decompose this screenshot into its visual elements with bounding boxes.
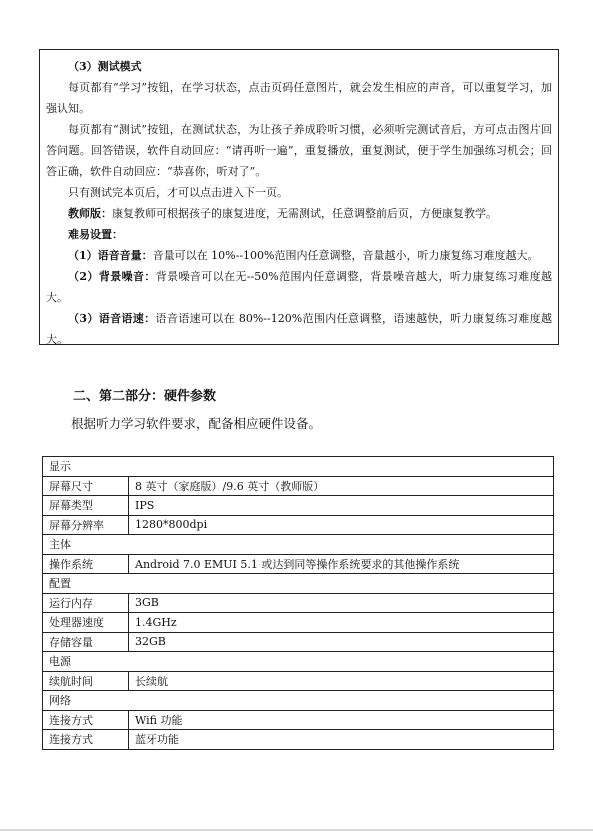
- spec-value-cell: 1280*800dpi: [129, 515, 554, 535]
- hardware-spec-table: [42, 456, 554, 750]
- spec-value-cell: 1.4GHz: [129, 613, 554, 633]
- table-row: [43, 613, 554, 633]
- spec-key-cell: 操作系统: [43, 554, 129, 574]
- section-cell: 显示: [43, 457, 554, 477]
- table-section-row: [43, 535, 554, 555]
- spec-value-cell: 32GB: [129, 632, 554, 652]
- spec-value-cell: 长续航: [129, 671, 554, 691]
- spec-value-cell: 8 英寸（家庭版）/9.6 英寸（教师版）: [129, 476, 554, 496]
- table-section-row: [43, 691, 554, 711]
- table-row: [43, 515, 554, 535]
- paragraph-volume: （1）语音音量：音量可以在 10%--100%范围内任意调整，音量越小，听力康复练习难度越大。: [68, 249, 539, 262]
- paragraph-speed: （3）语音语速：语音语速可以在 80%--120%范围内任意调整，语速越快，听力康复练习难度越大。: [46, 312, 552, 346]
- table-row: [43, 476, 554, 496]
- spec-key-cell: 运行内存: [43, 593, 129, 613]
- test-mode-heading: （3）测试模式: [68, 60, 142, 73]
- spec-value-cell: IPS: [129, 496, 554, 516]
- table-row: [43, 710, 554, 730]
- section-intro: 根据听力学习软件要求，配备相应硬件设备。: [71, 416, 322, 431]
- section-cell: 网络: [43, 691, 554, 711]
- paragraph-teacher: 教师版：康复教师可根据孩子的康复进度，无需测试，任意调整前后页，方便康复教学。: [68, 207, 497, 220]
- spec-value-cell: 3GB: [129, 593, 554, 613]
- spec-key-cell: 处理器速度: [43, 613, 129, 633]
- spec-key-cell: 屏幕类型: [43, 496, 129, 516]
- table-row: [43, 554, 554, 574]
- paragraph-noise: （2）背景噪音：背景噪音可以在无--50%范围内任意调整，背景噪音越大，听力康复练习难度越大。: [46, 270, 552, 304]
- test-mode-box: [39, 49, 559, 345]
- paragraph-next-page: 只有测试完本页后，才可以点击进入下一页。: [68, 186, 288, 199]
- section-cell: 配置: [43, 574, 554, 594]
- spec-key-cell: 存储容量: [43, 632, 129, 652]
- table-section-row: [43, 457, 554, 477]
- paragraph-learn: 每页都有“学习”按钮，在学习状态，点击页码任意图片，就会发生相应的声音，可以重复学习，加强认知。: [46, 81, 552, 115]
- spec-value-cell: 蓝牙功能: [129, 730, 554, 750]
- section-cell: 电源: [43, 652, 554, 672]
- spec-value-cell: Android 7.0 EMUI 5.1 或达到同等操作系统要求的其他操作系统: [129, 554, 554, 574]
- table-row: [43, 671, 554, 691]
- spec-key-cell: 连接方式: [43, 730, 129, 750]
- table-row: [43, 593, 554, 613]
- table-section-row: [43, 574, 554, 594]
- page-bottom-rule: [0, 829, 593, 831]
- spec-key-cell: 连接方式: [43, 710, 129, 730]
- section-cell: 主体: [43, 535, 554, 555]
- table-row: [43, 730, 554, 750]
- spec-key-cell: 屏幕分辨率: [43, 515, 129, 535]
- difficulty-heading: 难易设置：: [68, 228, 123, 241]
- section-title: 二、第二部分：硬件参数: [73, 389, 217, 404]
- paragraph-test: 每页都有“测试”按钮，在测试状态，为让孩子养成聆听习惯，必须听完测试音后，方可点击图片回答问题。回答错误，软件自动回应：“请再听一遍”，重复播放，重复测试，便于学生加强练习机会；回答正确，软件自动回应：“恭喜你，听对了”。: [46, 123, 552, 178]
- table-row: [43, 496, 554, 516]
- table-section-row: [43, 652, 554, 672]
- table-row: [43, 632, 554, 652]
- spec-key-cell: 续航时间: [43, 671, 129, 691]
- spec-value-cell: Wifi 功能: [129, 710, 554, 730]
- spec-key-cell: 屏幕尺寸: [43, 476, 129, 496]
